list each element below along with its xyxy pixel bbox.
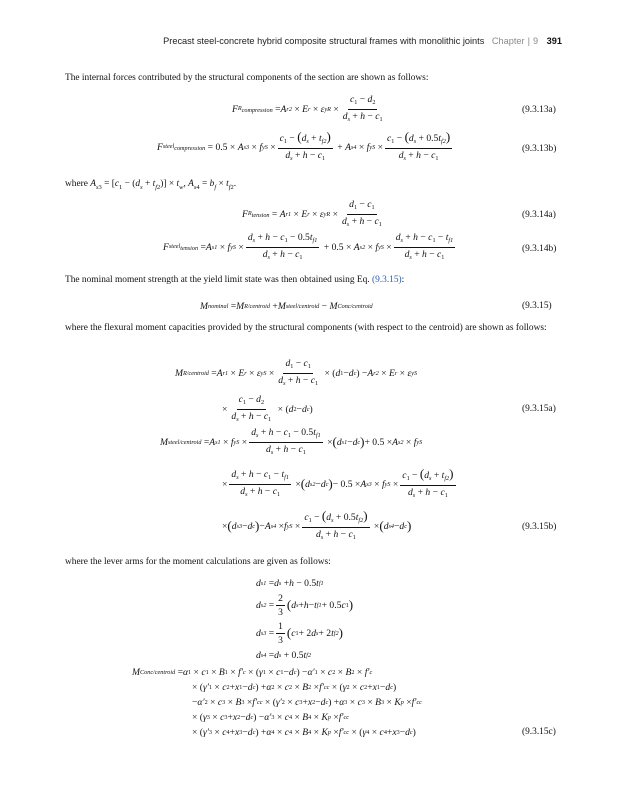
equation-9-3-15c-line4: × ( γ 3 × c 3 + x 2 − d c ) − α′ 3 × c 4 × B 4 × K p × f′ cc <box>192 711 350 723</box>
eq-number-15a: (9.3.15a) <box>522 404 556 414</box>
equation-ds2: d s2 = $\frac{2}{3}$ ( d s + h − t f1 + 0.5 c 1 ) <box>256 592 354 618</box>
eq-number-14a: (9.3.14a) <box>522 210 556 220</box>
equation-9-3-13a: F $R_{compression}$ = A r2 × E r × ε yR × $\frac{c_1 - d_2}{d_s + h - c_1}$ <box>232 93 383 123</box>
header-separator: | <box>527 36 530 46</box>
paragraph-flexural-capacities: where the flexural moment capacities provided by the structural components (with respect to the centroid) are shown as follows: <box>65 323 547 333</box>
equation-9-3-14a: F $R_{tension}$ = A r1 × E r × ε yR × $\frac{d_1 - c_1}{d_s + h - c_1}$ <box>242 198 382 228</box>
eq-number-13b: (9.3.13b) <box>522 144 557 154</box>
eq-number-15b: (9.3.15b) <box>522 522 557 532</box>
running-header <box>0 36 562 46</box>
paragraph-nominal-moment: The nominal moment strength at the yield limit state was then obtained using Eq. (9.3.15): <box>65 275 405 285</box>
equation-9-3-15c-line2: × ( γ′ 1 × c 2 + x 1 − d c ) + α 2 × c 2 × B 2 × f′ cc × ( γ 2 × c 2 + x 1 − d c ) <box>192 681 397 693</box>
equation-9-3-15a-line2: × $\frac{c_1 - d_2}{d_s + h - c_1}$ × ( d 2 − d c ) <box>222 393 313 423</box>
equation-9-3-13b: F steel$_{compression}$ = 0.5 × A s3 × f yS × $\frac{c_1 - (d_s + t_{f2})}{d_s + h - c_1}$ + A s4 × f yS × $\frac{c_1 - (d_s + 0.5t_{f2})}{d_s + h - c_1}$ <box>157 128 451 162</box>
eq-number-13a: (9.3.13a) <box>522 105 556 115</box>
equation-9-3-15b-line2: × $\frac{d_s + h - c_1 - t_{f1}}{d_s + h - c_1}$ × ( d s2 − d c ) − 0.5 × A s3 × f yS × $\frac{c_1 - (d_s + t_{f2})}{d_s + h - c_1}$ <box>222 465 454 499</box>
equation-9-3-15c-line3: − α′ 2 × c 3 × B 3 × f′ cc × ( γ′ 2 × c 3 + x 2 − d c ) + α 3 × c 3 × B 3 × K p × f′ cc <box>192 696 422 708</box>
header-chapter-number: 9 <box>532 36 539 46</box>
equation-9-3-15: M nominal = M R/centroid + M steel/centroid − M Conc/centroid <box>200 300 373 312</box>
paragraph-internal-forces: The internal forces contributed by the structural components of the section are shown as follows: <box>65 73 429 83</box>
equation-9-3-15b-line3: × ( d s3 − d c ) − A s4 × f yS × $\frac{c_1 - (d_s + 0.5t_{f2})}{d_s + h - c_1}$ × ( d s4 − d c ) <box>222 507 412 541</box>
eq-number-14b: (9.3.14b) <box>522 244 557 254</box>
equation-reference-link[interactable]: (9.3.15) <box>371 275 402 285</box>
paragraph-where-as3: where $A_{s3} = [c_1 - (d_s + t_{f2})] \times t_w$, $A_{s4} = b_f \times t_{f2}$. <box>65 179 237 191</box>
header-chapter-label: Chapter <box>491 36 525 46</box>
eq-number-15c: (9.3.15c) <box>522 727 556 737</box>
equation-9-3-15c-line1: M Conc/centroid = α 1 × c 1 × B 1 × f′ c × ( γ 1 × c 1 − d c ) − α′ 1 × c 2 × B 2 × f′ c <box>132 666 373 678</box>
eq-number-15: (9.3.15) <box>522 301 552 311</box>
equation-9-3-14b: F steel$_{tension}$ = A s1 × f yS × $\frac{d_s + h - c_1 - 0.5t_{f1}}{d_s + h - c_1}$ + 0.5 × A s2 × f yS × $\frac{d_s + h - c_1 - t_{f1}}{d_s + h - c_1}$ <box>163 231 454 261</box>
equation-9-3-15b-line1: M steel/centroid = A s1 × f yS × $\frac{d_s + h - c_1 - 0.5t_{f1}}{d_s + h - c_1}$ × ( d s1 − d c ) + 0.5 × A s2 × f yS <box>160 426 423 456</box>
page-number: 391 <box>546 36 562 46</box>
equation-ds3: d s3 = $\frac{1}{3}$ ( c 1 + 2 d s + 2 t f2 ) <box>256 620 343 646</box>
equation-9-3-15a-line1: M R/centroid = A r1 × E r × ε yS × $\frac{d_1 - c_1}{d_s + h - c_1}$ × ( d 1 − d c ) − A r2 × E r × ε yS <box>175 357 418 387</box>
equation-ds1: d s1 = d s + h − 0.5 t f1 <box>256 577 324 589</box>
equation-ds4: d s4 = d s + 0.5 t f2 <box>256 649 312 661</box>
equation-9-3-15c-line5: × ( γ′ 3 × c 4 + x 3 − d c ) + α 4 × c 4 × B 4 × K p × f′ cc × ( γ 4 × c 4 + x 3 − d c ) <box>192 726 416 738</box>
header-title: Precast steel-concrete hybrid composite structural frames with monolithic joints <box>163 36 485 46</box>
paragraph-lever-arms: where the lever arms for the moment calculations are given as follows: <box>65 557 331 567</box>
